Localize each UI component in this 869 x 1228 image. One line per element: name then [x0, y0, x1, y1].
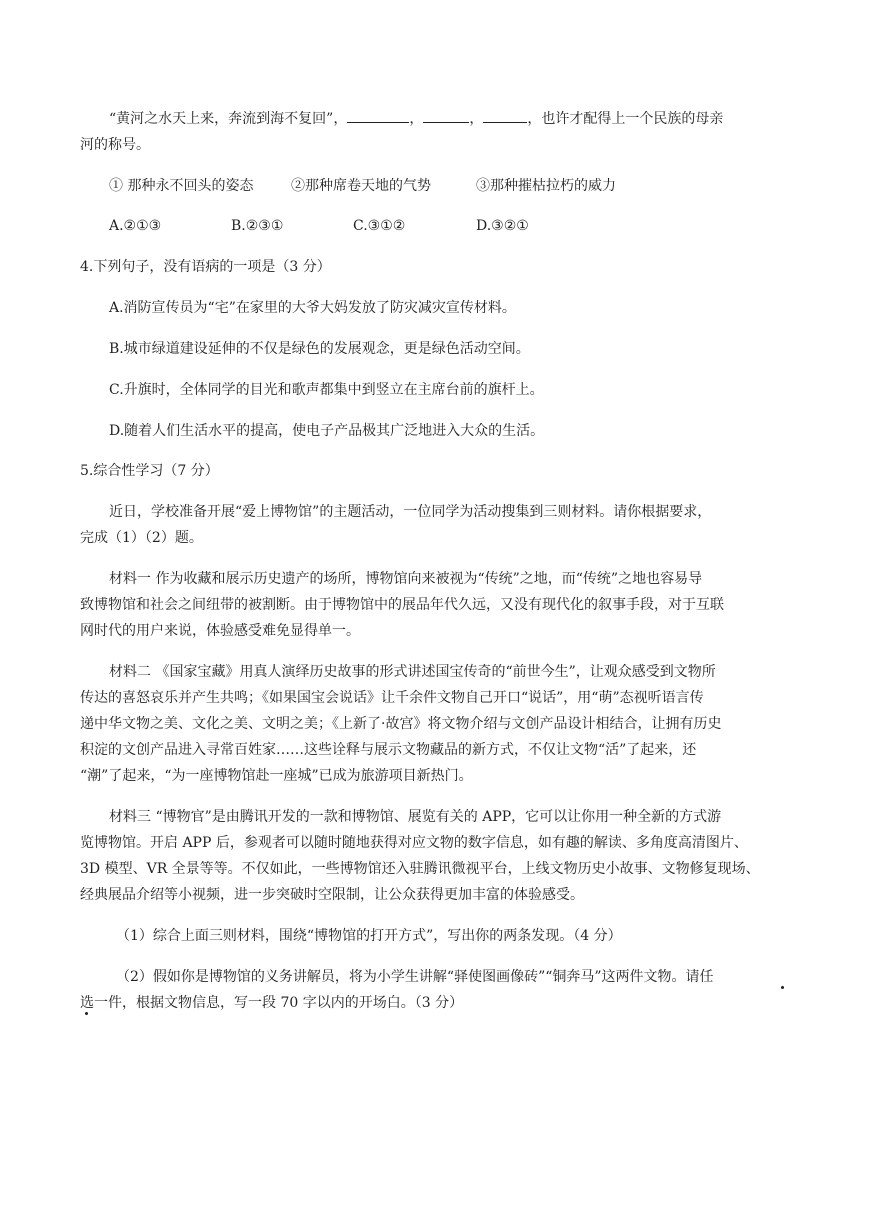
q3-phrase-1: ① 那种永不回头的姿态	[109, 178, 254, 194]
q5-sub-question-1: （1）综合上面三则材料，围绕“博物馆的打开方式”，写出你的两条发现。（4 分）	[116, 928, 622, 944]
material-1-line-1: 材料一 作为收藏和展示历史遗产的场所，博物馆向来被视为“传统”之地，而“传统”之地也容易导	[109, 571, 703, 587]
q5-sub-question-2-line-2: 选一件，根据文物信息，写一段 70 字以内的开场白。（3 分）	[80, 995, 464, 1011]
q4-option-c: C.升旗时，全体同学的目光和歌声都集中到竖立在主席台前的旗杆上。	[109, 382, 544, 398]
q5-intro-line-2: 完成（1）（2）题。	[80, 530, 203, 546]
material-3-line-2: 览博物馆。开启 APP 后，参观者可以随时随地获得对应文物的数字信息，如有趣的解读、多角度高清图片、	[80, 835, 748, 851]
emphasis-dot	[781, 986, 784, 989]
emphasis-dot	[85, 1012, 88, 1015]
q3-phrase-2: ②那种席卷天地的气势	[291, 178, 431, 194]
q3-option-a: A.②①③	[109, 218, 162, 234]
material-2-line-4: 积淀的文创产品进入寻常百姓家……这些诠释与展示文物藏品的新方式，不仅让文物“活”了起来，还	[80, 742, 697, 758]
q5-sub-question-2-line-1: （2）假如你是博物馆的义务讲解员，将为小学生讲解“驿使图画像砖”“铜奔马”这两件文物。请任	[116, 969, 714, 985]
q4-option-b: B.城市绿道建设延伸的不仅是绿色的发展观念，更是绿色活动空间。	[109, 341, 530, 357]
q4-option-d: D.随着人们生活水平的提高，使电子产品极其广泛地进入大众的生活。	[109, 423, 545, 439]
fill-blank-2	[423, 108, 469, 123]
material-2-line-2: 传达的喜怒哀乐并产生共鸣；《如果国宝会说话》让千余件文物自己开口“说话”，用“萌”态视听语言传	[80, 690, 704, 706]
q3-phrase-3: ③那种摧枯拉朽的威力	[476, 178, 616, 194]
material-1-line-3: 网时代的用户来说，体验感受难免显得单一。	[80, 623, 360, 639]
q3-sep-1: ，	[409, 111, 424, 127]
material-2-line-3: 递中华文物之美、文化之美、文明之美；《上新了·故宫》将文物介绍与文创产品设计相结合，让拥有历史	[80, 716, 722, 732]
q5-title: 5.综合性学习（7 分）	[80, 463, 219, 479]
q3-option-b: B.②③①	[231, 218, 284, 234]
material-2-line-5: “潮”了起来，“为一座博物馆赴一座城”已成为旅游项目新热门。	[80, 768, 473, 784]
q3-option-d: D.③②①	[476, 218, 529, 234]
q4-option-a: A.消防宣传员为“宅”在家里的大爷大妈发放了防灾减灾宣传材料。	[109, 300, 516, 316]
material-3-line-1: 材料三 “博物官”是由腾讯开发的一款和博物馆、展览有关的 APP，它可以让你用一种全新的方式游	[109, 809, 722, 825]
material-2-line-1: 材料二 《国家宝藏》用真人演绎历史故事的形式讲述国宝传奇的“前世今生”，让观众感受到文物所	[109, 664, 716, 680]
q3-option-c: C.③①②	[353, 218, 406, 234]
fill-blank-1	[347, 108, 409, 123]
q3-line-2: 河的称号。	[80, 137, 150, 153]
q3-line-1	[109, 108, 723, 129]
q3-rest: ，也许才配得上一个民族的母亲	[527, 111, 724, 127]
material-3-line-4: 经典展品介绍等小视频，进一步突破时空限制，让公众获得更加丰富的体验感受。	[80, 887, 584, 903]
q3-quote: “黄河之水天上来，奔流到海不复回”，	[109, 111, 348, 127]
material-1-line-2: 致博物馆和社会之间纽带的被割断。由于博物馆中的展品年代久远，又没有现代化的叙事手段，对于互联	[80, 597, 724, 613]
fill-blank-3	[483, 108, 527, 123]
q3-sep-2: ，	[469, 111, 484, 127]
q5-intro-line-1: 近日，学校准备开展“爱上博物馆”的主题活动，一位同学为活动搜集到三则材料。请你根据要求，	[109, 504, 712, 520]
q4-title: 4.下列句子，没有语病的一项是（3 分）	[80, 259, 331, 275]
material-3-line-3: 3D 模型、VR 全景等等。不仅如此，一些博物馆还入驻腾讯微视平台，上线文物历史小故事、文物修复现场、	[80, 861, 760, 877]
